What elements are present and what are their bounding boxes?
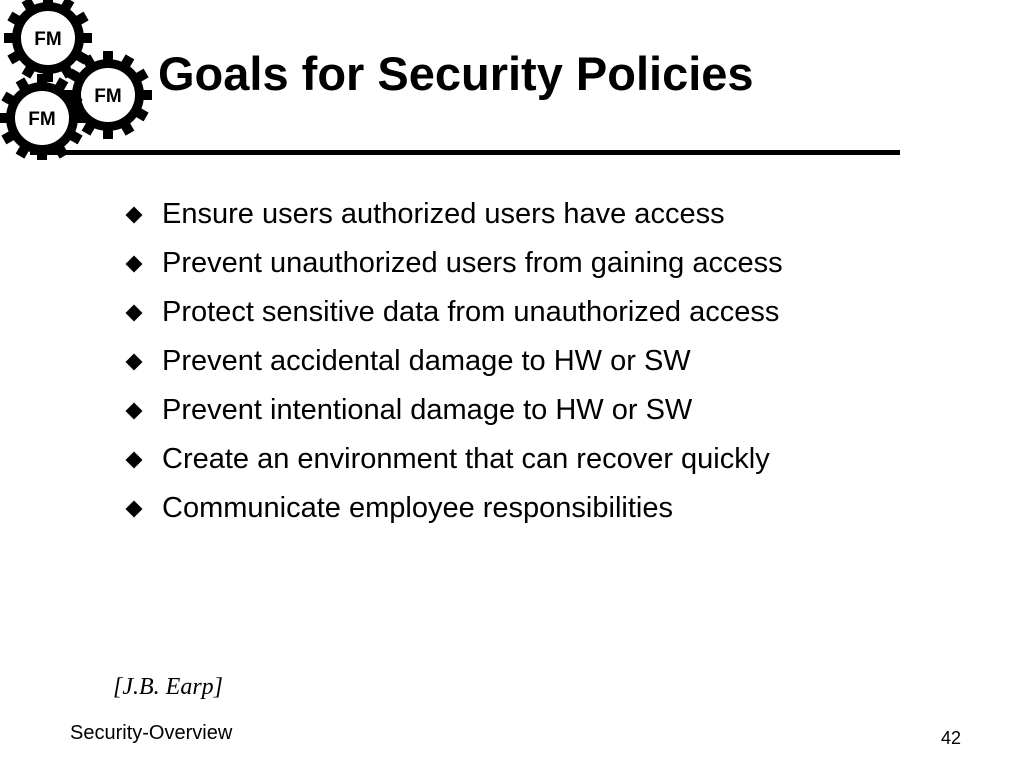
bullet-item xyxy=(120,484,783,533)
bullet-item xyxy=(120,190,783,239)
footer-presentation-name: Security-Overview xyxy=(70,722,233,744)
bullet-text: Protect sensitive data from unauthorized access xyxy=(162,296,780,328)
diamond-bullet-icon xyxy=(126,206,143,223)
bullet-item xyxy=(120,239,783,288)
diamond-bullet-icon xyxy=(126,500,143,517)
diamond-bullet-icon xyxy=(126,255,143,272)
gear-top-label: FM xyxy=(34,29,62,50)
bullet-text: Communicate employee responsibilities xyxy=(162,492,673,524)
bullet-list xyxy=(120,190,783,533)
diamond-bullet-icon xyxy=(126,451,143,468)
gear-bottom-label: FM xyxy=(28,109,56,130)
bullet-text: Ensure users authorized users have access xyxy=(162,198,725,230)
bullet-text: Create an environment that can recover quickly xyxy=(162,443,770,475)
bullet-item xyxy=(120,435,783,484)
slide-title: Goals for Security Policies xyxy=(158,47,754,100)
diamond-bullet-icon xyxy=(126,402,143,419)
fm-gears-logo xyxy=(0,0,160,160)
bullet-item xyxy=(120,386,783,435)
diamond-bullet-icon xyxy=(126,353,143,370)
slide-number: 42 xyxy=(941,728,962,748)
citation: [J.B. Earp] xyxy=(113,674,223,700)
bullet-item xyxy=(120,337,783,386)
title-divider xyxy=(30,150,900,155)
gear-right-label: FM xyxy=(94,86,122,107)
gear-top xyxy=(4,0,92,82)
bullet-text: Prevent unauthorized users from gaining access xyxy=(162,247,783,279)
bullet-text: Prevent accidental damage to HW or SW xyxy=(162,345,691,377)
diamond-bullet-icon xyxy=(126,304,143,321)
bullet-item xyxy=(120,288,783,337)
bullet-text: Prevent intentional damage to HW or SW xyxy=(162,394,693,426)
